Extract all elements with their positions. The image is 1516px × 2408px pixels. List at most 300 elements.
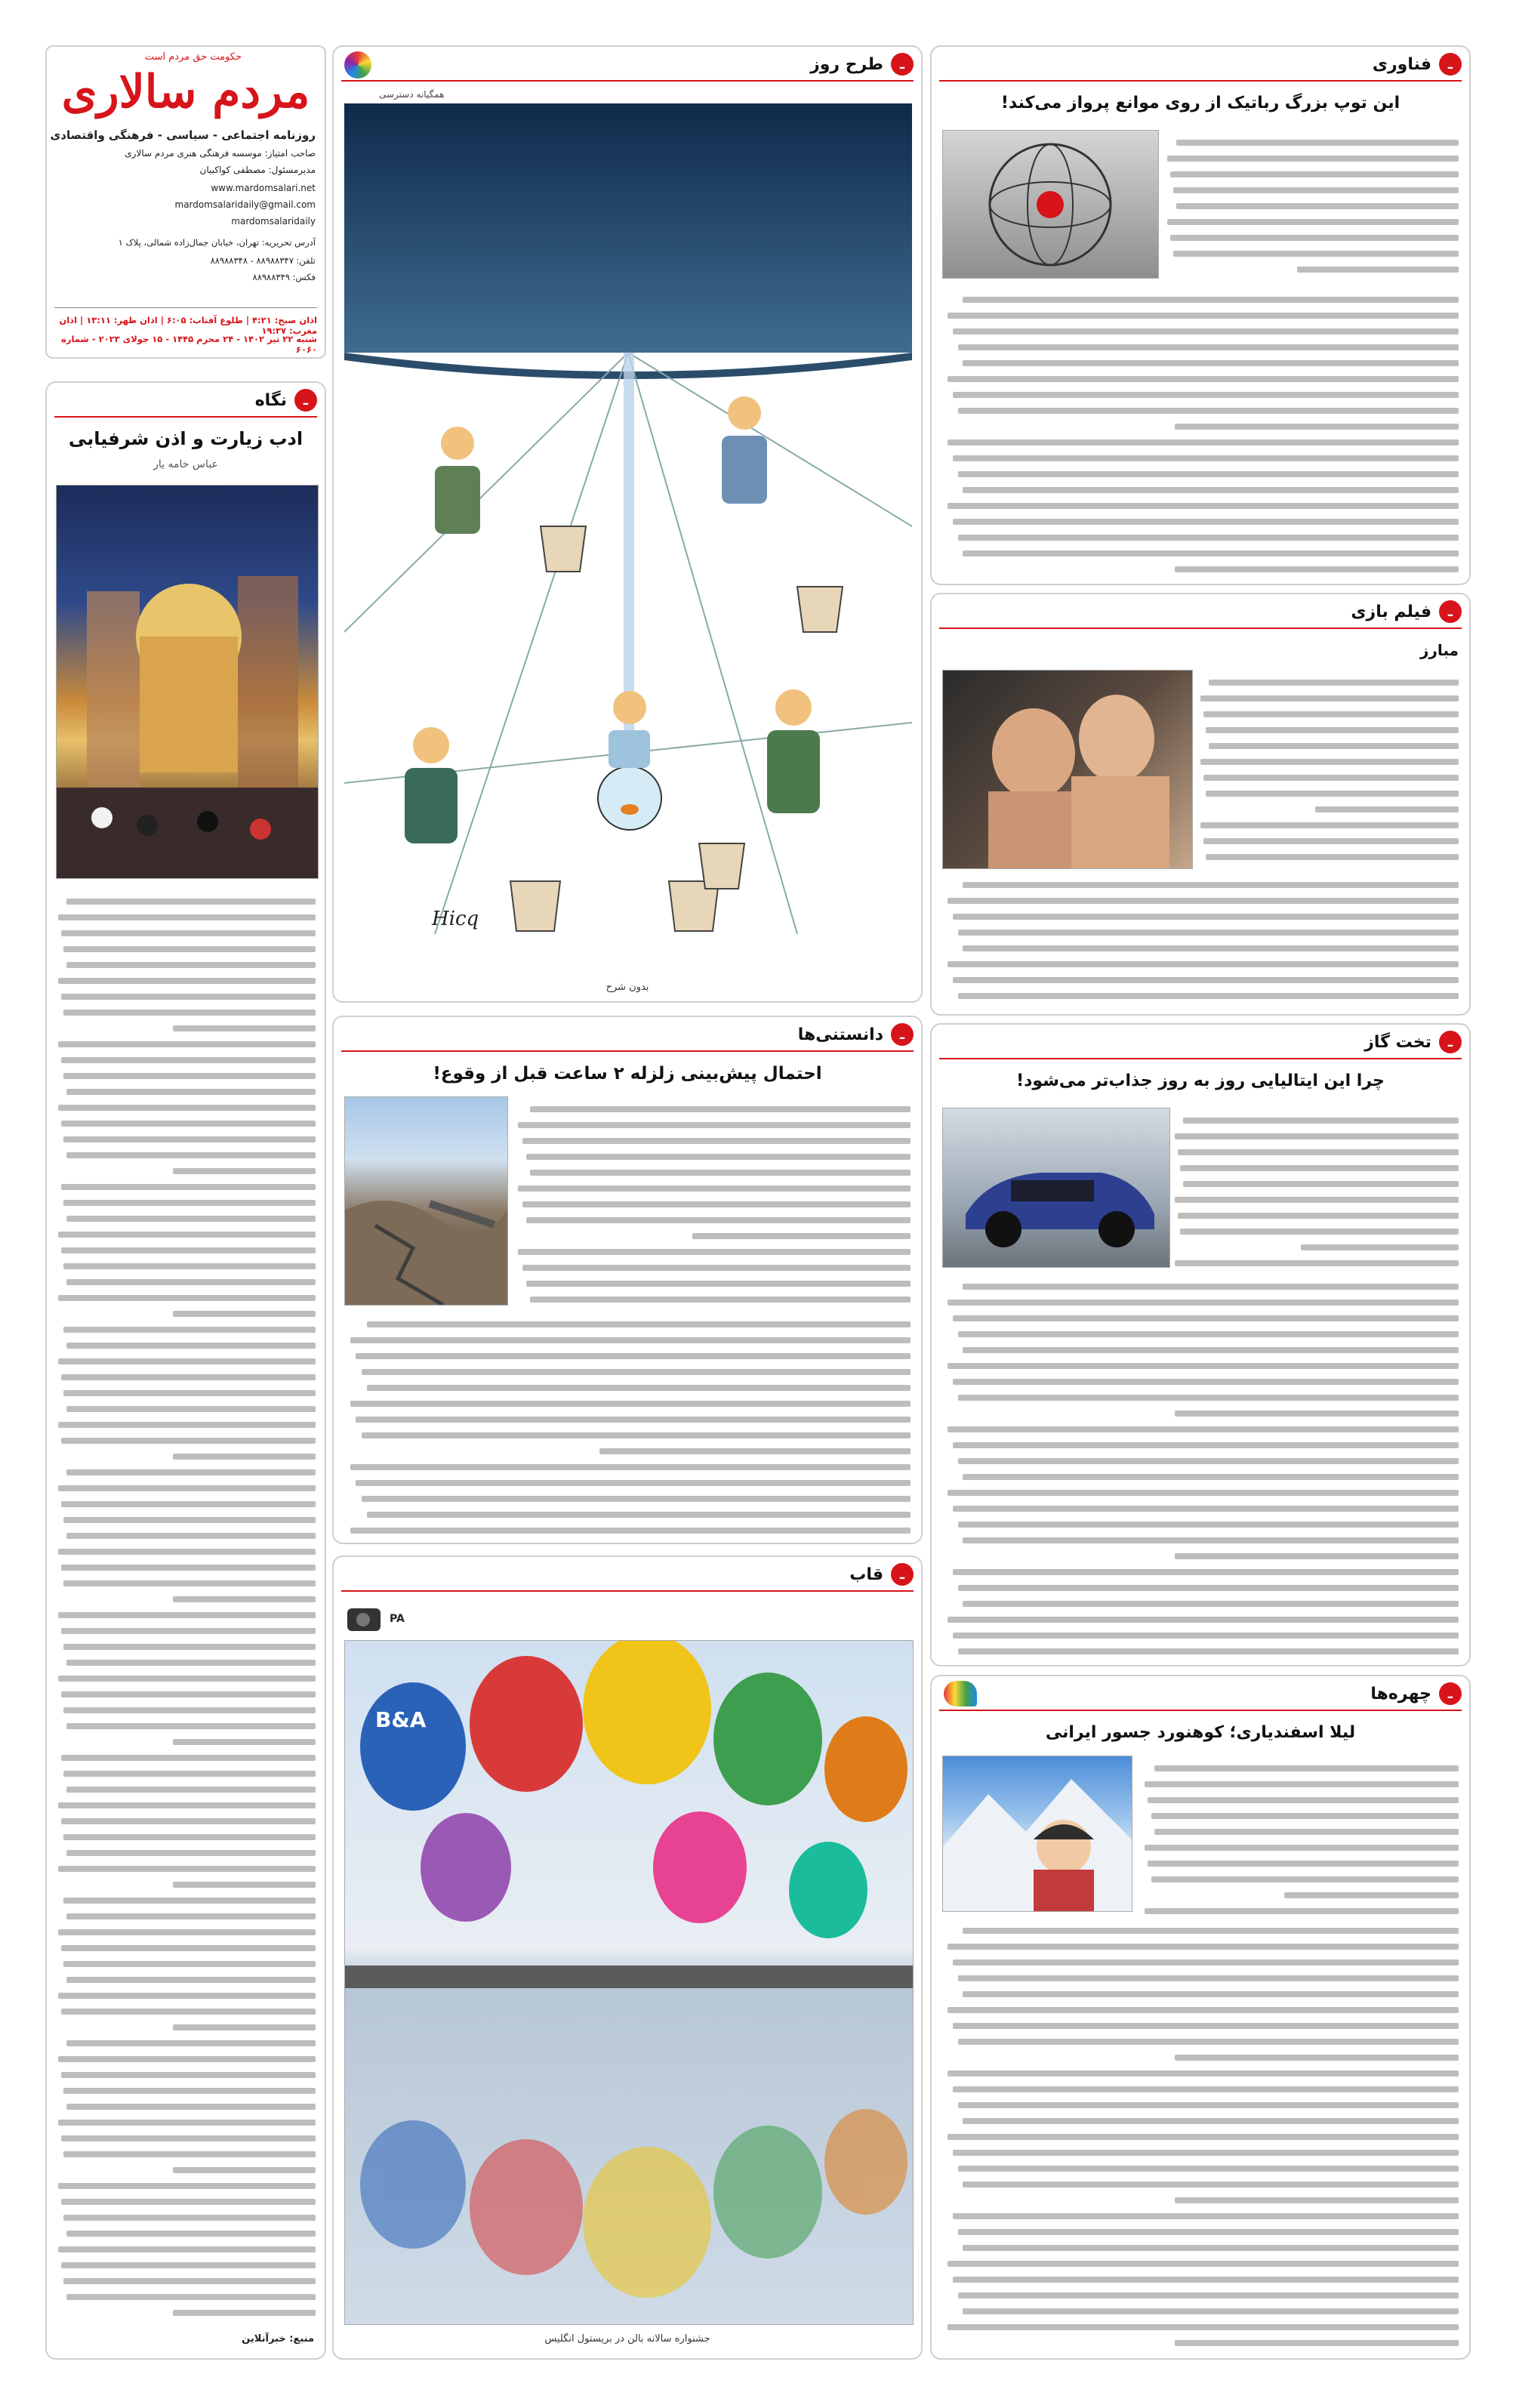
frame-section-label: قاب bbox=[849, 1565, 883, 1584]
warrior-film-photo bbox=[942, 670, 1193, 869]
film-header bbox=[1351, 594, 1469, 629]
text-line bbox=[61, 994, 316, 1000]
frame-caption: جشنواره سالانه بالن در بریستول انگلیس bbox=[544, 2333, 710, 2345]
science-body-right bbox=[514, 1096, 911, 1304]
text-line bbox=[958, 930, 1459, 936]
text-line bbox=[948, 503, 1459, 509]
text-line bbox=[173, 1596, 316, 1602]
text-line bbox=[63, 2088, 316, 2094]
negah-body bbox=[56, 889, 316, 2320]
text-line bbox=[963, 1601, 1459, 1607]
text-line bbox=[953, 1633, 1459, 1639]
text-line bbox=[958, 993, 1459, 999]
text-line bbox=[526, 1154, 911, 1160]
science-section-label: دانستنی‌ها bbox=[797, 1025, 883, 1044]
text-line bbox=[1175, 1553, 1459, 1559]
text-line bbox=[66, 1850, 316, 1856]
negah-shrine-photo bbox=[56, 485, 319, 879]
text-line bbox=[58, 2246, 316, 2252]
text-line bbox=[1148, 1861, 1459, 1867]
text-line bbox=[958, 2166, 1459, 2172]
text-line bbox=[63, 1327, 316, 1333]
text-line bbox=[953, 519, 1459, 525]
text-line bbox=[953, 1959, 1459, 1966]
text-line bbox=[63, 1390, 316, 1396]
text-line bbox=[1175, 1133, 1459, 1139]
faces-section-label: چهره‌ها bbox=[1370, 1684, 1431, 1703]
text-line bbox=[61, 1755, 316, 1761]
text-line bbox=[1301, 1244, 1459, 1250]
technology-body-full bbox=[942, 287, 1459, 578]
section-mark-icon: ـ bbox=[1439, 53, 1462, 76]
faces-box bbox=[930, 1675, 1471, 2360]
frame-header bbox=[849, 1557, 921, 1592]
cars-text-lines-full bbox=[942, 1284, 1459, 1654]
text-line bbox=[350, 1464, 911, 1470]
text-line bbox=[963, 1928, 1459, 1934]
text-line bbox=[58, 914, 316, 920]
section-mark-icon: ـ bbox=[891, 1023, 914, 1046]
text-line bbox=[61, 1565, 316, 1571]
text-line bbox=[362, 1496, 911, 1502]
technology-text-lines bbox=[1164, 140, 1459, 273]
text-line bbox=[61, 930, 316, 936]
science-body-full bbox=[344, 1312, 911, 1534]
text-line bbox=[63, 1136, 316, 1142]
text-line bbox=[1173, 251, 1459, 257]
robot-ball-photo bbox=[942, 130, 1159, 279]
text-line bbox=[963, 882, 1459, 888]
text-line bbox=[66, 1343, 316, 1349]
text-line bbox=[63, 1644, 316, 1650]
text-line bbox=[958, 2039, 1459, 2045]
text-line bbox=[1209, 743, 1459, 749]
text-line bbox=[66, 1660, 316, 1666]
text-line bbox=[1170, 171, 1459, 177]
section-mark-icon: ـ bbox=[891, 1563, 914, 1586]
masthead-issue: شنبه ۲۲ تیر ۱۴۰۲ - ۲۴ محرم ۱۴۴۵ - ۱۵ جولای ۲۰۲۳ - شماره ۶۰۶۰ bbox=[61, 334, 317, 355]
text-line bbox=[953, 1315, 1459, 1321]
text-line bbox=[522, 1138, 911, 1144]
masthead-phone: تلفن: ۸۸۹۸۸۳۴۷ - ۸۸۹۸۸۳۴۸ bbox=[210, 255, 316, 266]
text-line bbox=[66, 1469, 316, 1475]
masthead-publisher: صاحب امتیاز: موسسه فرهنگی هنری مردم سالاری bbox=[125, 148, 316, 159]
film-body-right bbox=[1198, 670, 1459, 868]
text-line bbox=[63, 1834, 316, 1840]
text-line bbox=[1175, 1411, 1459, 1417]
text-line bbox=[526, 1281, 911, 1287]
text-line bbox=[350, 1528, 911, 1534]
text-line bbox=[66, 2040, 316, 2046]
text-line bbox=[63, 1961, 316, 1967]
cartoon-credit-logo-icon bbox=[344, 51, 371, 79]
text-line bbox=[61, 2199, 316, 2205]
text-line bbox=[66, 2231, 316, 2237]
text-line bbox=[58, 1105, 316, 1111]
text-line bbox=[63, 1517, 316, 1523]
negah-byline: عباس خامه یار bbox=[153, 458, 218, 470]
text-line bbox=[58, 1232, 316, 1238]
masthead-email[interactable]: mardomsalaridaily@gmail.com bbox=[174, 199, 316, 210]
cars-text-lines bbox=[1172, 1118, 1459, 1266]
text-line bbox=[1180, 1229, 1459, 1235]
section-divider bbox=[939, 1710, 1462, 1711]
text-line bbox=[948, 376, 1459, 382]
text-line bbox=[63, 2151, 316, 2157]
text-line bbox=[58, 1929, 316, 1935]
text-line bbox=[1203, 775, 1459, 781]
text-line bbox=[1175, 424, 1459, 430]
text-line bbox=[66, 1533, 316, 1539]
text-line bbox=[530, 1296, 911, 1303]
text-line bbox=[518, 1186, 911, 1192]
text-line bbox=[1209, 680, 1459, 686]
masthead-director: مدیرمسئول: مصطفی کواکبیان bbox=[199, 165, 316, 175]
text-line bbox=[953, 2150, 1459, 2156]
text-line bbox=[350, 1401, 911, 1407]
text-line bbox=[522, 1265, 911, 1271]
text-line bbox=[61, 1818, 316, 1824]
text-line bbox=[948, 961, 1459, 967]
cars-header bbox=[1364, 1025, 1469, 1059]
film-text-lines-full bbox=[942, 882, 1459, 999]
text-line bbox=[1167, 156, 1459, 162]
text-line bbox=[63, 1200, 316, 1206]
text-line bbox=[66, 1787, 316, 1793]
negah-section-label: نگاه bbox=[254, 390, 287, 410]
text-line bbox=[958, 2102, 1459, 2108]
section-divider bbox=[341, 80, 914, 82]
text-line bbox=[367, 1321, 911, 1327]
text-line bbox=[963, 945, 1459, 951]
text-line bbox=[1203, 711, 1459, 717]
text-line bbox=[173, 1454, 316, 1460]
section-divider bbox=[341, 1050, 914, 1052]
text-line bbox=[1151, 1813, 1459, 1819]
text-line bbox=[61, 1374, 316, 1380]
text-line bbox=[953, 914, 1459, 920]
text-line bbox=[58, 1549, 316, 1555]
text-line bbox=[66, 962, 316, 968]
text-line bbox=[66, 1406, 316, 1412]
text-line bbox=[953, 455, 1459, 461]
text-line bbox=[953, 2277, 1459, 2283]
text-line bbox=[63, 946, 316, 952]
science-text-lines-full bbox=[344, 1321, 911, 1534]
text-line bbox=[958, 344, 1459, 350]
text-line bbox=[948, 898, 1459, 904]
text-line bbox=[1178, 1149, 1459, 1155]
text-line bbox=[1206, 854, 1459, 860]
cartoon-drawing bbox=[344, 103, 912, 976]
negah-header bbox=[255, 383, 325, 418]
text-line bbox=[958, 2292, 1459, 2299]
text-line bbox=[963, 487, 1459, 493]
cartoon-section-label: طرح روز bbox=[810, 54, 883, 74]
text-line bbox=[953, 2086, 1459, 2092]
text-line bbox=[953, 392, 1459, 398]
technology-header bbox=[1373, 47, 1469, 82]
text-line bbox=[61, 1184, 316, 1190]
film-text-lines bbox=[1198, 680, 1459, 860]
section-divider bbox=[939, 627, 1462, 629]
text-line bbox=[948, 313, 1459, 319]
text-line bbox=[362, 1432, 911, 1438]
text-line bbox=[958, 1458, 1459, 1464]
text-line bbox=[66, 1089, 316, 1095]
science-box bbox=[332, 1016, 923, 1544]
text-line bbox=[1175, 2055, 1459, 2061]
masthead-instagram[interactable]: mardomsalaridaily bbox=[231, 216, 316, 227]
text-line bbox=[58, 1041, 316, 1047]
text-line bbox=[66, 1279, 316, 1285]
text-line bbox=[1284, 1892, 1459, 1898]
text-line bbox=[61, 2262, 316, 2268]
text-line bbox=[958, 1522, 1459, 1528]
masthead-website[interactable]: www.mardomsalari.net bbox=[211, 183, 316, 193]
text-line bbox=[61, 1438, 316, 1444]
car-illustration bbox=[943, 1108, 1169, 1267]
fighters-illustration bbox=[943, 671, 1192, 868]
text-line bbox=[1167, 219, 1459, 225]
text-line bbox=[66, 1977, 316, 1983]
text-line bbox=[1315, 806, 1459, 812]
negah-headline: ادب زیارت و اذن شرفیابی bbox=[68, 428, 304, 449]
text-line bbox=[173, 2024, 316, 2030]
faces-headline: لیلا اسفندیاری؛ کوهنورد جسور ایرانی bbox=[1045, 1723, 1356, 1742]
text-line bbox=[356, 1480, 911, 1486]
text-line bbox=[1151, 1876, 1459, 1882]
faces-body-right bbox=[1142, 1756, 1459, 1914]
text-line bbox=[518, 1122, 911, 1128]
section-mark-icon: ـ bbox=[1439, 1031, 1462, 1053]
text-line bbox=[173, 1168, 316, 1174]
cartoon-illustration bbox=[344, 103, 912, 976]
text-line bbox=[63, 2215, 316, 2221]
text-line bbox=[1145, 1908, 1459, 1914]
cars-headline: چرا این ایتالیایی روز به روز جذاب‌تر می‌شود! bbox=[1016, 1071, 1385, 1090]
section-mark-icon: ـ bbox=[1439, 600, 1462, 623]
science-text-lines bbox=[514, 1106, 911, 1303]
text-line bbox=[522, 1201, 911, 1207]
text-line bbox=[66, 1152, 316, 1158]
text-line bbox=[173, 1025, 316, 1031]
text-line bbox=[948, 1944, 1459, 1950]
text-line bbox=[1206, 727, 1459, 733]
text-line bbox=[61, 2072, 316, 2078]
text-line bbox=[66, 2104, 316, 2110]
robot-ball-illustration bbox=[943, 131, 1158, 278]
text-line bbox=[948, 439, 1459, 446]
text-line bbox=[61, 1247, 316, 1253]
text-line bbox=[948, 2070, 1459, 2077]
faces-body-full bbox=[942, 1918, 1459, 2350]
text-line bbox=[173, 1311, 316, 1317]
text-line bbox=[948, 2324, 1459, 2330]
masthead-address: آدرس تحریریه: تهران، خیابان جمال‌زاده شمالی، پلاک ۱ bbox=[118, 237, 316, 248]
text-line bbox=[66, 1216, 316, 1222]
text-line bbox=[1200, 759, 1459, 765]
text-line bbox=[1154, 1765, 1459, 1771]
text-line bbox=[350, 1337, 911, 1343]
text-line bbox=[948, 2007, 1459, 2013]
text-line bbox=[66, 2294, 316, 2300]
text-line bbox=[58, 1612, 316, 1618]
balloon-festival-photo bbox=[344, 1640, 914, 2325]
cartoon-caption: بدون شرح bbox=[605, 982, 649, 993]
text-line bbox=[963, 297, 1459, 303]
text-line bbox=[948, 1300, 1459, 1306]
text-line bbox=[518, 1249, 911, 1255]
text-line bbox=[362, 1369, 911, 1375]
text-line bbox=[963, 1991, 1459, 1997]
text-line bbox=[367, 1512, 911, 1518]
text-line bbox=[958, 1331, 1459, 1337]
technology-box bbox=[930, 45, 1471, 585]
text-line bbox=[1145, 1845, 1459, 1851]
text-line bbox=[58, 1485, 316, 1491]
technology-body-right bbox=[1164, 130, 1459, 281]
text-line bbox=[963, 2181, 1459, 2188]
masthead-subtitle: روزنامه اجتماعی - سیاسی - فرهنگی واقتصادی bbox=[50, 128, 316, 142]
masthead-divider bbox=[54, 307, 317, 308]
text-line bbox=[948, 1617, 1459, 1623]
frame-credit: PA bbox=[390, 1613, 405, 1625]
text-line bbox=[963, 360, 1459, 366]
text-line bbox=[63, 1073, 316, 1079]
text-line bbox=[1178, 1213, 1459, 1219]
text-line bbox=[963, 1347, 1459, 1353]
text-line bbox=[58, 2120, 316, 2126]
cars-body-right bbox=[1172, 1108, 1459, 1270]
masthead-logo: مردم سالاری bbox=[61, 66, 310, 119]
text-line bbox=[958, 1648, 1459, 1654]
technology-section-label: فناوری bbox=[1372, 54, 1431, 74]
negah-box bbox=[45, 381, 326, 2360]
text-line bbox=[61, 1121, 316, 1127]
text-line bbox=[530, 1170, 911, 1176]
text-line bbox=[63, 1010, 316, 1016]
section-divider bbox=[54, 416, 317, 418]
text-line bbox=[1183, 1181, 1459, 1187]
text-line bbox=[1175, 1260, 1459, 1266]
text-line bbox=[953, 977, 1459, 983]
text-line bbox=[173, 1739, 316, 1745]
cartoon-credit: همگیانه دسترسی bbox=[379, 89, 445, 100]
science-earthquake-photo bbox=[344, 1096, 508, 1306]
text-line bbox=[958, 1585, 1459, 1591]
cars-body-full bbox=[942, 1274, 1459, 1657]
camera-icon bbox=[347, 1608, 381, 1631]
text-line bbox=[963, 2245, 1459, 2251]
text-line bbox=[526, 1217, 911, 1223]
text-line bbox=[948, 1363, 1459, 1369]
film-title: مبارز bbox=[1419, 641, 1459, 659]
film-box bbox=[930, 593, 1471, 1016]
text-line bbox=[58, 1866, 316, 1872]
text-line bbox=[948, 2134, 1459, 2140]
text-line bbox=[1200, 822, 1459, 828]
text-line bbox=[63, 1898, 316, 1904]
text-line bbox=[1175, 2197, 1459, 2203]
text-line bbox=[948, 1426, 1459, 1432]
text-line bbox=[63, 1707, 316, 1713]
text-line bbox=[692, 1233, 911, 1239]
mountain-illustration bbox=[943, 1756, 1132, 1911]
section-divider bbox=[341, 1590, 914, 1592]
cars-box bbox=[930, 1023, 1471, 1666]
section-divider bbox=[939, 1058, 1462, 1059]
text-line bbox=[958, 2229, 1459, 2235]
text-line bbox=[1180, 1165, 1459, 1171]
shrine-illustration bbox=[57, 486, 318, 878]
frame-box bbox=[332, 1555, 923, 2360]
leila-esfandiari-photo bbox=[942, 1756, 1132, 1912]
text-line bbox=[173, 2167, 316, 2173]
text-line bbox=[953, 1506, 1459, 1512]
science-headline: احتمال پیش‌بینی زلزله ۲ ساعت قبل از وقوع! bbox=[433, 1064, 822, 1084]
text-line bbox=[963, 2308, 1459, 2314]
text-line bbox=[1297, 267, 1459, 273]
text-line bbox=[958, 1975, 1459, 1981]
text-line bbox=[963, 2118, 1459, 2124]
cars-section-label: تخت گاز bbox=[1364, 1032, 1431, 1052]
text-line bbox=[958, 471, 1459, 477]
earthquake-illustration bbox=[345, 1097, 507, 1305]
text-line bbox=[963, 1284, 1459, 1290]
text-line bbox=[63, 2278, 316, 2284]
text-line bbox=[963, 550, 1459, 557]
text-line bbox=[61, 2135, 316, 2141]
text-line bbox=[963, 1537, 1459, 1543]
text-line bbox=[953, 328, 1459, 335]
text-line bbox=[58, 2056, 316, 2062]
text-line bbox=[356, 1353, 911, 1359]
text-line bbox=[1173, 187, 1459, 193]
text-line bbox=[1176, 203, 1459, 209]
text-line bbox=[63, 1771, 316, 1777]
text-line bbox=[61, 1057, 316, 1063]
text-line bbox=[66, 899, 316, 905]
text-line bbox=[63, 1580, 316, 1586]
technology-headline: این توپ بزرگ رباتیک از روی موانع پرواز می‌کند! bbox=[1000, 94, 1400, 113]
text-line bbox=[953, 1569, 1459, 1575]
text-line bbox=[58, 1295, 316, 1301]
text-line bbox=[1154, 1829, 1459, 1835]
science-header bbox=[798, 1017, 921, 1052]
text-line bbox=[1170, 235, 1459, 241]
film-body-full bbox=[942, 872, 1459, 1008]
text-line bbox=[599, 1448, 911, 1454]
text-line bbox=[1206, 791, 1459, 797]
section-mark-icon: ـ bbox=[891, 53, 914, 76]
cartoon-signature: Hicq bbox=[432, 908, 479, 930]
text-line bbox=[173, 1882, 316, 1888]
text-line bbox=[948, 2261, 1459, 2267]
text-line bbox=[963, 1474, 1459, 1480]
text-line bbox=[953, 2213, 1459, 2219]
text-line bbox=[1175, 566, 1459, 572]
balloon-text: B&A bbox=[375, 1707, 427, 1732]
negah-text-lines bbox=[56, 899, 316, 2316]
masthead-fax: فکس: ۸۸۹۸۸۳۴۹ bbox=[252, 272, 316, 282]
text-line bbox=[958, 535, 1459, 541]
text-line bbox=[61, 1691, 316, 1697]
faces-text-lines bbox=[1142, 1765, 1459, 1914]
text-line bbox=[1175, 2340, 1459, 2346]
text-line bbox=[530, 1106, 911, 1112]
text-line bbox=[958, 408, 1459, 414]
